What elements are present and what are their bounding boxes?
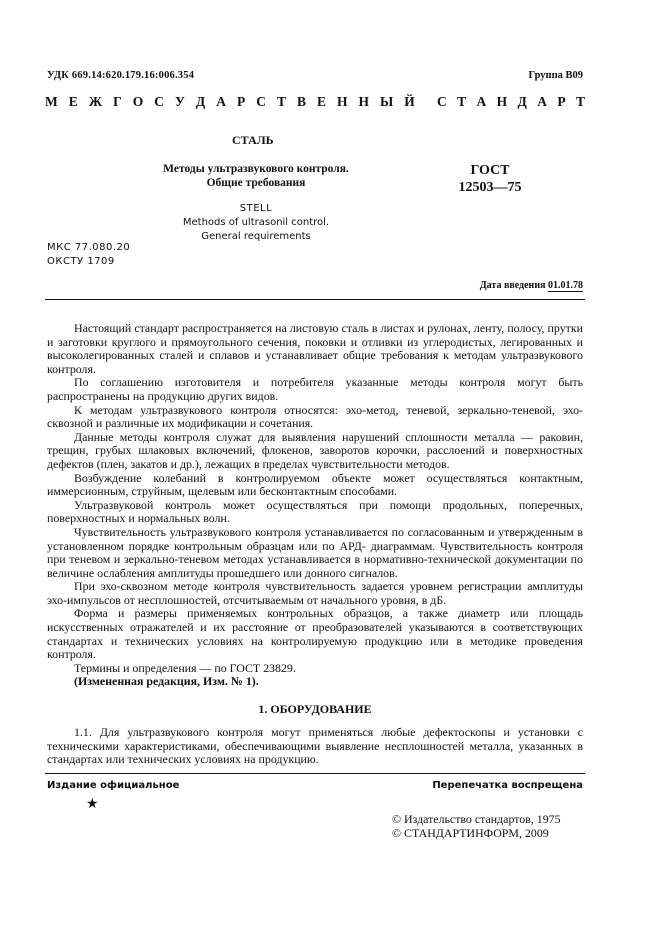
heading-letter: Н bbox=[496, 94, 508, 109]
official-edition-label: Издание официальное bbox=[47, 780, 180, 791]
heading-letter: О bbox=[132, 94, 144, 109]
paragraph: Чувствительность ультразвукового контроля устанавливается по согласованным и утвержденным в установленном порядке контрольным образцам или по АРД- диаграммам. Чувствительность контроля при теневом и зеркально-теневом методах устанавливается в нормативно-технической документации по величине ослабления амплитуды прошедшего или донного сигналов. bbox=[47, 524, 583, 580]
heading-letter: Р bbox=[557, 94, 566, 109]
heading-letter: Д bbox=[195, 94, 206, 109]
heading-letter: Г bbox=[113, 94, 122, 109]
copyright-block bbox=[392, 812, 561, 840]
heading-letter: С bbox=[154, 94, 164, 109]
paragraph: Данные методы контроля служат для выявления нарушений сплошности металла — раковин, трещин, грубых шлаковых включений, флокенов, заворотов корочки, расслоений и поверхностных дефектов (плен, закатов и др.), лежащих в пределах чувствительности методов. bbox=[47, 429, 583, 471]
heading-letter: В bbox=[296, 94, 306, 109]
heading-letter: Т bbox=[575, 94, 585, 109]
heading-letter: Д bbox=[517, 94, 527, 109]
intro-date-value: 01.01.78 bbox=[548, 280, 583, 291]
amendment-note: (Измененная редакция, Изм. № 1). bbox=[74, 674, 259, 689]
header-divider bbox=[45, 299, 585, 300]
paragraph: Форма и размеры применяемых контрольных образцов, а также диаметр или площадь искусственных отражателей и их расстояние от преобразователей указываются в соответствующих стандартах и технических условиях на контролируемую продукцию или в методике проведения контроля. bbox=[47, 606, 583, 662]
paragraph: По соглашению изготовителя и потребителя указанные методы контроля могут быть распространены на продукцию других видов. bbox=[47, 375, 583, 403]
heading-letter: Т bbox=[276, 94, 286, 109]
heading-letter: С bbox=[437, 94, 447, 109]
body-text bbox=[47, 322, 583, 689]
english-title-line-2: Methods of ultrasonil control. bbox=[182, 217, 330, 228]
english-title-line-1: STELL bbox=[239, 203, 273, 214]
mks-code: МКС 77.080.20 bbox=[47, 242, 131, 253]
paragraph: Ультразвуковой контроль может осуществляться при помощи продольных, поперечных, поверхностных и нормальных волн. bbox=[47, 497, 583, 526]
title-line-2: Общие требования bbox=[206, 177, 306, 189]
udk-code: УДК 669.14:620.179.16:006.354 bbox=[47, 70, 195, 81]
paragraph: Термины и определения — по ГОСТ 23829. bbox=[74, 660, 296, 675]
english-title bbox=[130, 202, 382, 244]
heading-letter: А bbox=[476, 94, 487, 109]
footer-divider bbox=[45, 773, 585, 774]
heading-letter: А bbox=[537, 94, 547, 109]
english-title-line-3: General requirements bbox=[201, 231, 311, 242]
heading-letter: Н bbox=[337, 94, 348, 109]
copyright-line-1: © Издательство стандартов, 1975 bbox=[392, 812, 561, 826]
heading-letter: Ы bbox=[380, 94, 394, 109]
heading-letter: С bbox=[256, 94, 266, 109]
heading-letter: М bbox=[45, 94, 58, 109]
subject-title: СТАЛЬ bbox=[232, 133, 274, 147]
title-line-1: Методы ультразвукового контроля. bbox=[163, 163, 349, 175]
paragraph: При эхо-сквозном методе контроля чувствительность задается уровнем регистрации амплитуды эхо-импульсов от несплошностей, отсчитываемым от начального уровня, в дБ. bbox=[47, 579, 583, 607]
paragraph: Возбуждение колебаний в контролируемом объекте может осуществляться контактным, иммерсионным, струйным, щелевым или бесконтактным способами. bbox=[47, 470, 583, 499]
heading-letter: Й bbox=[404, 94, 415, 109]
section-heading: 1. ОБОРУДОВАНИЕ bbox=[258, 702, 372, 716]
standard-word bbox=[437, 94, 585, 110]
heading-letter: Е bbox=[68, 94, 78, 109]
interstate-standard-heading bbox=[45, 94, 585, 110]
gost-number: 12503—75 bbox=[458, 180, 522, 195]
gost-designation bbox=[455, 162, 525, 196]
interstate-word bbox=[45, 94, 415, 110]
introduction-date bbox=[480, 280, 583, 291]
heading-letter: Р bbox=[236, 94, 246, 109]
okstu-code: ОКСТУ 1709 bbox=[47, 256, 115, 267]
document-title bbox=[130, 162, 382, 190]
section-text bbox=[47, 726, 583, 767]
heading-letter: У bbox=[174, 94, 185, 109]
reprint-prohibited-label: Перепечатка воспрещена bbox=[432, 780, 583, 791]
star-icon: ★ bbox=[86, 797, 99, 812]
paragraph: 1.1. Для ультразвукового контроля могут применяться любые дефектоскопы и установки с техническими характеристиками, обеспечивающими выявление несплошностей металла, указанных в стандартах или технических условиях на продукцию. bbox=[47, 725, 583, 767]
heading-letter: Е bbox=[316, 94, 326, 109]
classification-codes bbox=[47, 241, 130, 269]
group-code: Группа В09 bbox=[528, 70, 583, 81]
paragraph: Настоящий стандарт распространяется на листовую сталь в листах и рулонах, ленту, полосу, прутки и заготовки круглого и прямоугольного сечения, поковки и отливки из углеродистых, легированных и высоколегированных сталей и сплавов и устанавливает общие требования к методам ультразвукового контроля. bbox=[47, 321, 583, 376]
heading-letter: Ж bbox=[88, 94, 103, 109]
heading-letter: Н bbox=[358, 94, 370, 109]
paragraph: К методам ультразвукового контроля относятся: эхо-метод, теневой, зеркально-теневой, эхо-сквозной и различные их модификации и сочетания. bbox=[47, 402, 583, 431]
gost-label: ГОСТ bbox=[470, 163, 510, 178]
heading-letter: Т bbox=[457, 94, 467, 109]
heading-letter: А bbox=[216, 94, 226, 109]
copyright-line-2: © СТАНДАРТИНФОРМ, 2009 bbox=[392, 826, 549, 840]
intro-date-label: Дата введения bbox=[479, 280, 546, 291]
